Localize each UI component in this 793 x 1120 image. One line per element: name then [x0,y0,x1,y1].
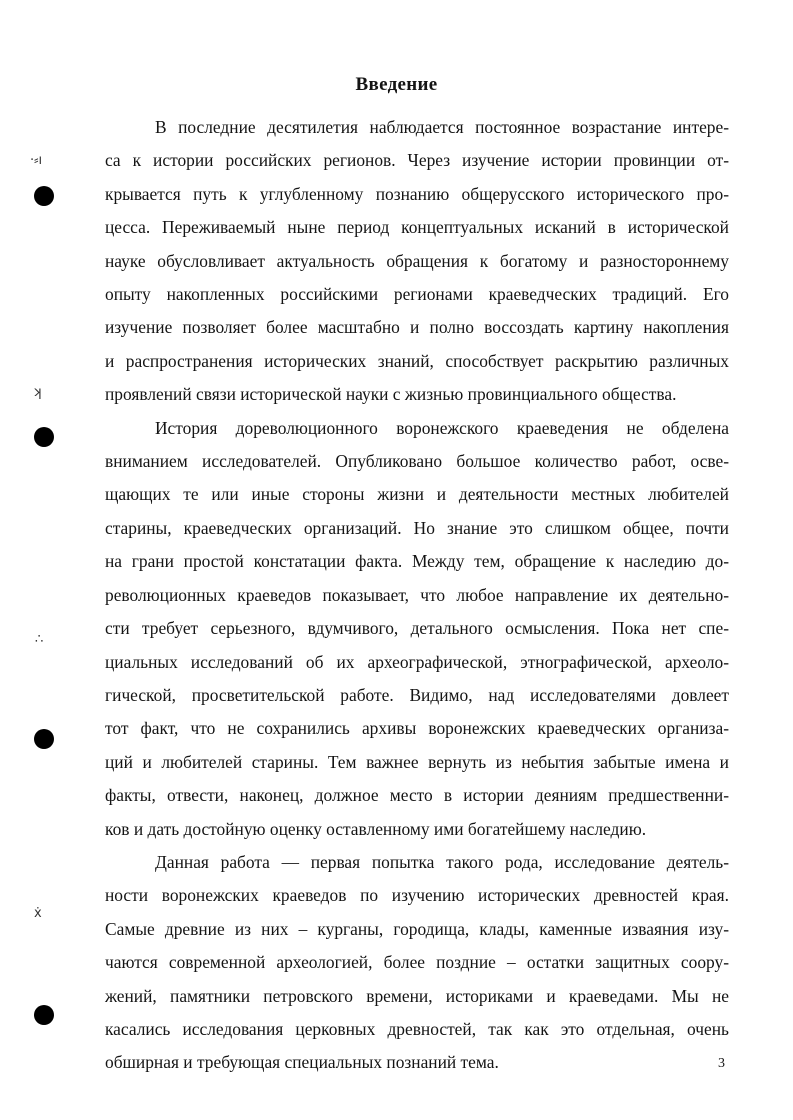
binder-hole-1 [34,186,54,206]
margin-mark: ·⸗ı [30,153,43,168]
text-line: тот факт, что не сохранились архивы воронежских краеведческих организа- [105,718,729,739]
text-line: Данная работа — первая попытка такого рода, исследование деятель- [155,851,729,872]
text-line: В последние десятилетия наблюдается постоянное возрастание интере- [155,117,729,137]
text-line: циальных исследований об их археографической, этнографической, археоло- [105,651,729,672]
text-line: старины, краеведческих организаций. Но знание это слишком общее, почти [105,517,729,538]
binder-hole-4 [34,1005,54,1025]
text-line: цесса. Переживаемый ныне период концептуальных исканий в исторической [105,217,729,238]
binder-hole-2 [34,427,54,447]
text-line: щающих те или иные стороны жизни и деятельности местных любителей [105,484,729,505]
text-line: чаются современной археологией, более поздние – остатки защитных соору- [105,952,729,973]
page-title: Введение [355,74,438,95]
text-line: История дореволюционного воронежского краеведения не обделена [155,417,729,438]
text-line: обширная и требующая специальных познаний тема. [105,1052,499,1073]
margin-mark: ʞ [33,385,42,400]
text-line: опыту накопленных российскими регионами краеведческих традиций. Его [105,284,729,305]
text-line: факты, отвести, наконец, должное место в истории деяниям предшественни- [105,785,729,806]
text-line: гической, просветительской работе. Видимо, над исследователями довлеет [105,684,729,705]
text-line: революционных краеведов показывает, что любое направление их деятельно- [105,584,729,605]
text-line: изучение позволяет более масштабно и полно воссоздать картину накопления [105,317,729,338]
paragraph [105,412,729,846]
text-line: на грани простой констатации факта. Между тем, обращение к наследию до- [105,551,729,572]
text-line: жений, памятники петровского времени, историками и краеведами. Мы не [105,985,729,1006]
text-line: ков и дать достойную оценку оставленному ими богатейшему наследию. [105,818,647,839]
page-number: 3 [718,1056,725,1071]
text-line: ций и любителей старины. Тем важнее вернуть из небытия забытые имена и [105,751,729,772]
paragraph [105,111,729,412]
text-line: Самые древние из них – курганы, городища, клады, каменные изваяния изу- [105,918,729,939]
text-line: сти требует серьезного, вдумчивого, детального осмысления. Пока нет спе- [105,618,729,639]
text-line: науке обусловливает актуальность обращения к богатому и разностороннему [105,250,729,271]
text-line: касались исследования церковных древностей, так как это отдельная, очень [105,1018,729,1039]
document-body [105,111,729,1080]
text-line: вниманием исследователей. Опубликовано большое количество работ, осве- [105,451,729,472]
margin-mark: ∴ [35,632,44,647]
binder-hole-3 [34,729,54,749]
text-line: крывается путь к углубленному познанию общерусского исторического про- [105,183,729,204]
text-line: ности воронежских краеведов по изучению исторических древностей края. [105,885,729,906]
text-line: проявлений связи исторической науки с жизнью провинциального общества. [105,384,677,405]
margin-mark: ẋ [34,906,42,921]
text-line: и распространения исторических знаний, способствует раскрытию различных [105,350,729,371]
paragraph [105,846,729,1080]
text-line: са к истории российских регионов. Через изучение истории провинции от- [105,150,729,171]
